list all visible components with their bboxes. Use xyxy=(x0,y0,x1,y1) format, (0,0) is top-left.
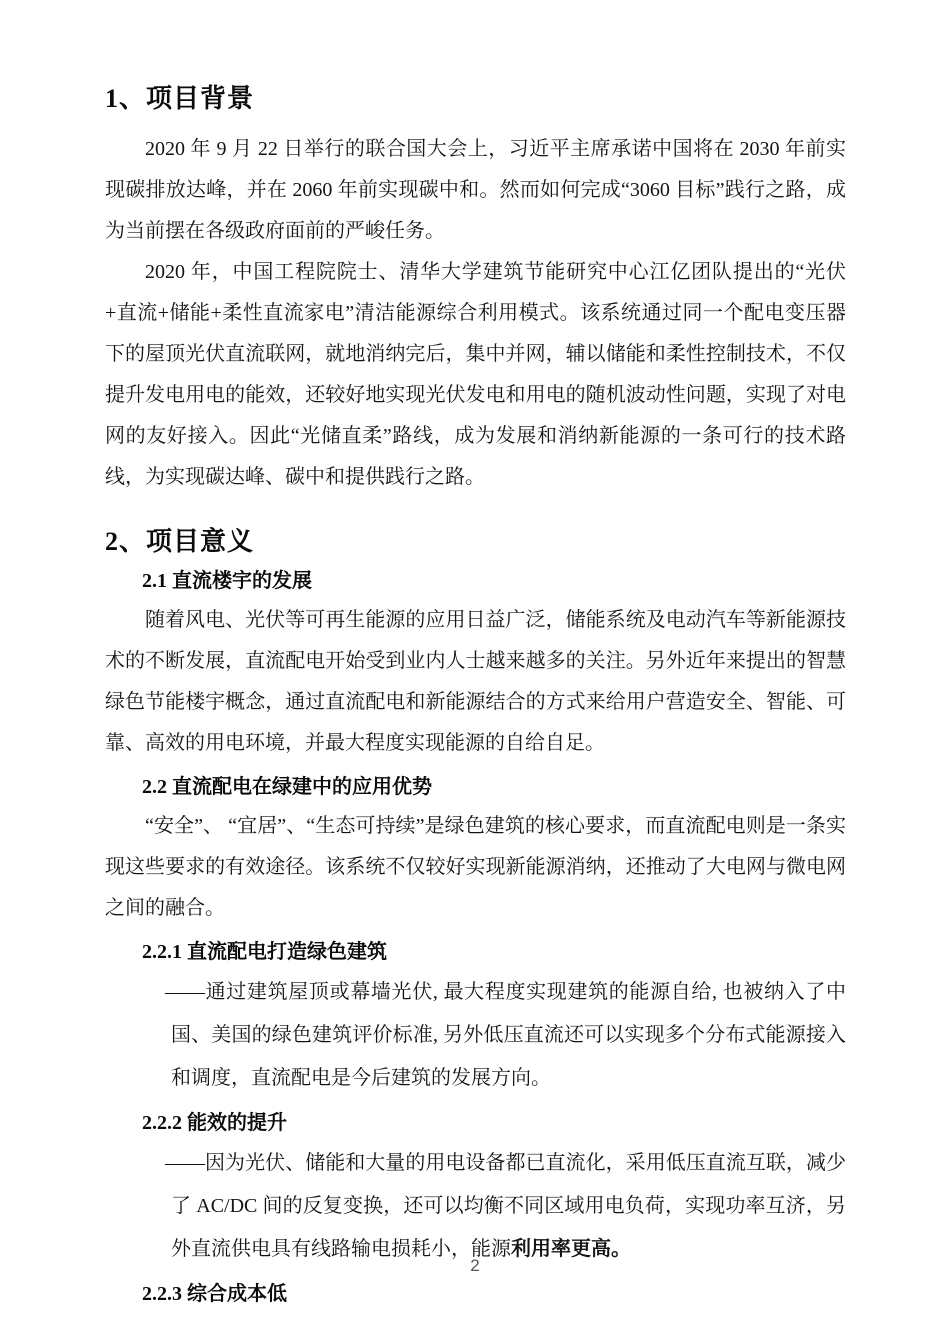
paragraph-text-normal: ——因为光伏、储能和大量的用电设备都已直流化，采用低压直流互联，减少了 AC/DC 间的反复变换，还可以均衡不同区域用电负荷，实现功率互济，另外直流供电具有线路输电损耗小，能源 xyxy=(165,1152,846,1260)
subsection-2-1-paragraph: 随着风电、光伏等可再生能源的应用日益广泛，储能系统及电动汽车等新能源技术的不断发展，直流配电开始受到业内人士越来越多的关注。另外近年来提出的智慧绿色节能楼宇概念，通过直流配电和新能源结合的方式来给用户营造安全、智能、可靠、高效的用电环境，并最大程度实现能源的自给自足。 xyxy=(105,609,846,754)
section-1-paragraph-2: 2020 年，中国工程院院士、清华大学建筑节能研究中心江亿团队提出的“光伏+直流+储能+柔性直流家电”清洁能源综合利用模式。该系统通过同一个配电变压器下的屋顶光伏直流联网，就地消纳完后，集中并网，辅以储能和柔性控制技术，不仅提升发电用电的能效，还较好地实现光伏发电和用电的随机波动性问题，实现了对电网的友好接入。因此“光储直柔”路线，成为发展和消纳新能源的一条可行的技术路线，为实现碳达峰、碳中和提供践行之路。 xyxy=(105,261,846,488)
paragraph-text-bold: 利用率更高。 xyxy=(511,1238,631,1260)
document-content xyxy=(105,83,846,1313)
subsection-2-2-paragraph: “安全”、 “宜居”、“生态可持续”是绿色建筑的核心要求，而直流配电则是一条实现这些要求的有效途径。该系统不仅较好实现新能源消纳，还推动了大电网与微电网之间的融合。 xyxy=(105,815,846,919)
subsection-2-2-1-paragraph: ——通过建筑屋顶或幕墙光伏, 最大程度实现建筑的能源自给, 也被纳入了中国、美国的绿色建筑评价标准, 另外低压直流还可以实现多个分布式能源接入和调度，直流配电是今后建筑的发展方向。 xyxy=(165,981,846,1089)
section-2-heading: 2、项目意义 xyxy=(105,527,255,556)
subsection-2-2-3-heading: 2.2.3 综合成本低 xyxy=(142,1283,287,1305)
subsection-2-2-1-heading: 2.2.1 直流配电打造绿色建筑 xyxy=(142,941,387,963)
subsection-2-2-heading: 2.2 直流配电在绿建中的应用优势 xyxy=(142,776,432,798)
page-number: 2 xyxy=(470,1256,480,1275)
subsection-2-1-heading: 2.1 直流楼宇的发展 xyxy=(142,570,312,592)
section-1-heading: 1、项目背景 xyxy=(105,84,255,113)
subsection-2-2-2-heading: 2.2.2 能效的提升 xyxy=(142,1112,287,1134)
subsection-2-2-2-paragraph xyxy=(165,1142,846,1271)
section-1-paragraph-1: 2020 年 9 月 22 日举行的联合国大会上，习近平主席承诺中国将在 2030 年前实现碳排放达峰，并在 2060 年前实现碳中和。然而如何完成“3060 目标”践行之路，成为当前摆在各级政府面前的严峻任务。 xyxy=(105,138,846,242)
